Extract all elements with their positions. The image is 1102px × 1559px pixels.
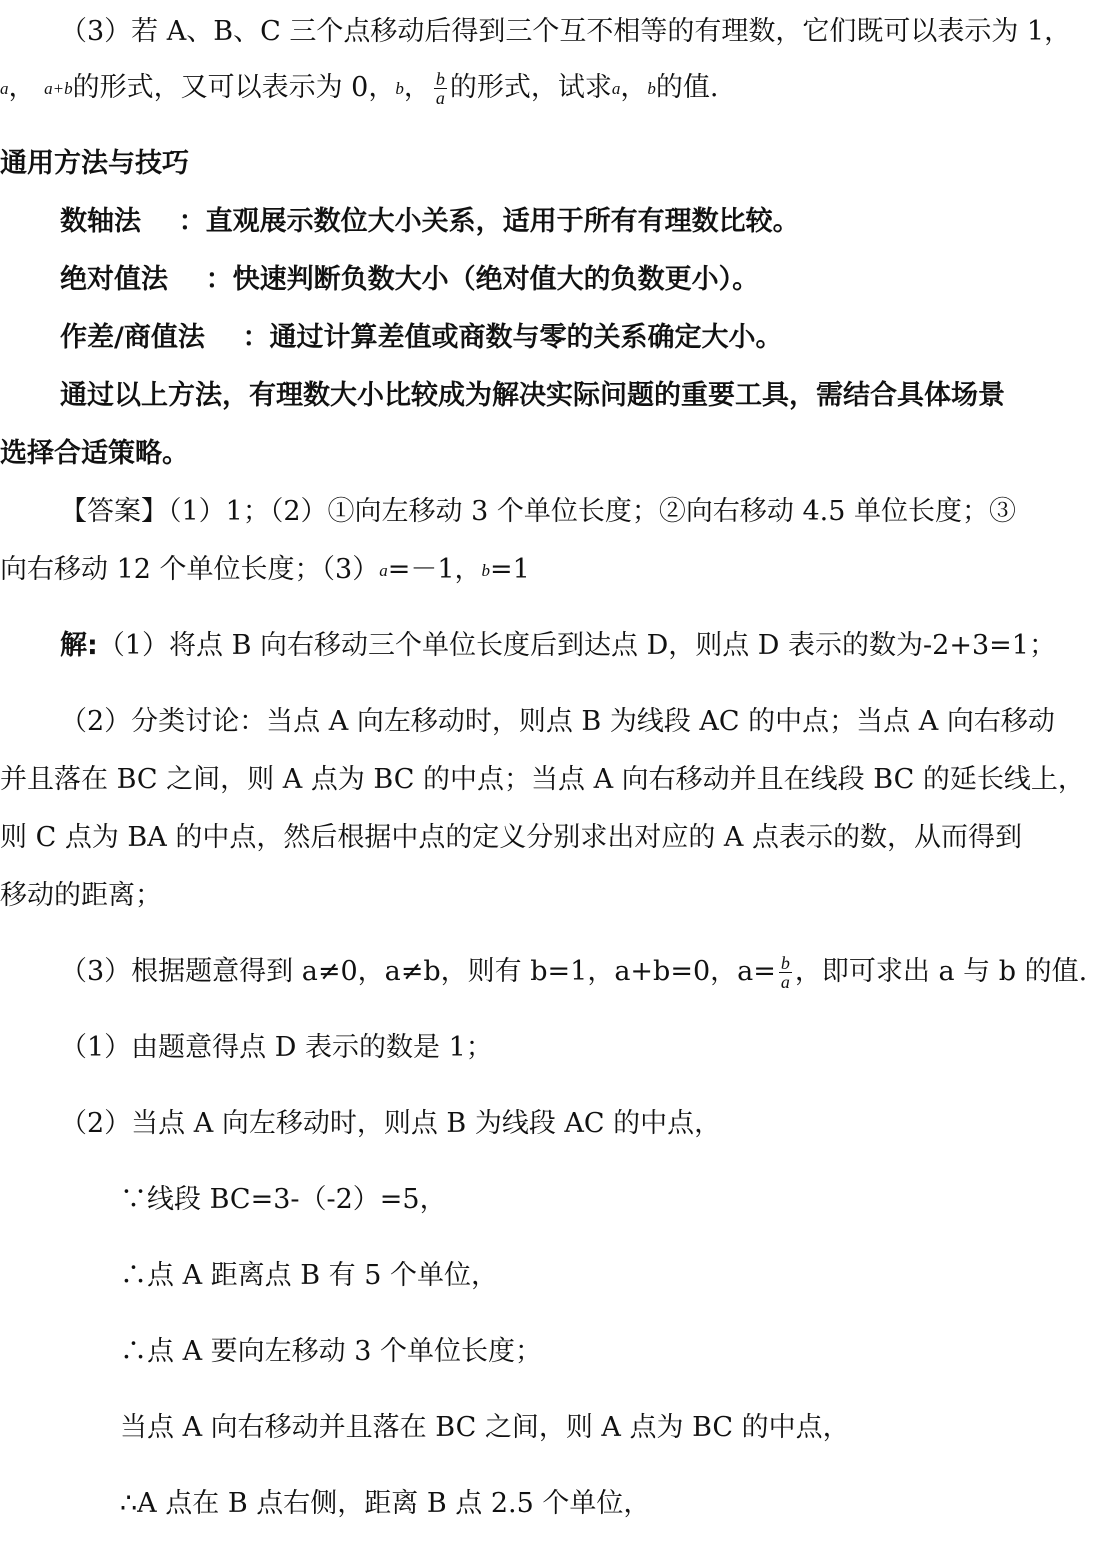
answer-line-2	[0, 550, 530, 591]
text-mid-1: 的形式，又可以表示为 0，	[72, 72, 396, 103]
answer-b-value: =1	[490, 554, 530, 585]
method-1	[60, 202, 800, 242]
method-1-desc: ：直观展示数位大小关系，适用于所有有理数比较。	[178, 206, 800, 237]
fraction-denominator: a	[435, 88, 445, 108]
var-a: a	[611, 79, 621, 98]
problem-3-line-2	[0, 68, 718, 109]
detail-line-7: ∴A 点在 B 点右侧，距离 B 点 2.5 个单位，	[120, 1488, 651, 1519]
fraction-b-over-a	[434, 70, 447, 107]
fraction-numerator: b	[435, 69, 445, 89]
detail-line-1: （1）由题意得点 D 表示的数是 1；	[60, 1032, 493, 1063]
separator: ，	[403, 72, 431, 103]
detail-line-3: ∵线段 BC=3-（-2）=5，	[120, 1184, 447, 1215]
text-end: 的值.	[655, 72, 719, 103]
detail-line-5: ∴点 A 要向左移动 3 个单位长度；	[120, 1336, 543, 1367]
fraction-b-over-a	[779, 954, 792, 991]
detail-line-4: ∴点 A 距离点 B 有 5 个单位，	[120, 1260, 499, 1291]
solution-step-1: （1）将点 B 向右移动三个单位长度后到达点 D，则点 D 表示的数为-2+3=1；	[97, 630, 1056, 661]
solution-step-2-line-4: 移动的距离；	[0, 880, 162, 911]
separator: ，	[620, 72, 648, 103]
solution-step-3-end: ，即可求出 a 与 b 的值.	[794, 956, 1088, 987]
solution-label: 解:	[60, 630, 98, 661]
methods-title: 通用方法与技巧	[0, 148, 189, 179]
method-2-desc: ：快速判断负数大小（绝对值大的负数更小）。	[205, 264, 760, 295]
answer-line-2-text: 向右移动 12 个单位长度；（3）	[0, 554, 380, 585]
var-a: a	[0, 79, 9, 98]
answer-a-value: =－1，	[387, 554, 482, 585]
text-mid-2: 的形式，试求	[449, 72, 612, 103]
solution-step-3	[60, 952, 1087, 992]
problem-3-line-1: （3）若 A、B、C 三个点移动后得到三个互不相等的有理数，它们既可以表示为 1，	[60, 16, 1072, 47]
methods-summary-line-2: 选择合适策略。	[0, 438, 189, 469]
method-3	[60, 318, 782, 358]
answer-line-1: 【答案】（1）1；（2）①向左移动 3 个单位长度；②向右移动 4.5 单位长度；③	[60, 496, 1016, 527]
separator: ，	[8, 72, 36, 103]
fraction-numerator: b	[780, 953, 790, 973]
detail-line-6: 当点 A 向右移动并且落在 BC 之间，则 A 点为 BC 的中点，	[120, 1412, 850, 1443]
detail-line-2: （2）当点 A 向左移动时，则点 B 为线段 AC 的中点，	[60, 1108, 722, 1139]
var-b: b	[395, 79, 404, 98]
fraction-denominator: a	[780, 972, 790, 992]
method-3-desc: ：通过计算差值或商数与零的关系确定大小。	[242, 322, 783, 353]
solution-step-2-line-3: 则 C 点为 BA 的中点，然后根据中点的定义分别求出对应的 A 点表示的数，从而得到	[0, 822, 1022, 853]
var-b: b	[647, 79, 656, 98]
method-2-name: 绝对值法	[60, 264, 168, 295]
method-3-name: 作差/商值法	[60, 322, 205, 353]
var-a-plus-b: a+b	[44, 79, 73, 98]
methods-summary-line-1: 通过以上方法，有理数大小比较成为解决实际问题的重要工具，需结合具体场景	[60, 380, 1005, 411]
method-2	[60, 260, 759, 300]
solution-step-2-line-1: （2）分类讨论：当点 A 向左移动时，则点 B 为线段 AC 的中点；当点 A 向右移动	[60, 706, 1055, 737]
solution-step-3-text: （3）根据题意得到 a≠0，a≠b，则有 b=1，a+b=0，a=	[60, 956, 776, 987]
solution-step-2-line-2: 并且落在 BC 之间，则 A 点为 BC 的中点；当点 A 向右移动并且在线段 BC 的延长线上，	[0, 764, 1085, 795]
var-a: a	[379, 561, 388, 580]
method-1-name: 数轴法	[60, 206, 141, 237]
solution-line-1	[60, 626, 1056, 666]
var-b: b	[481, 561, 491, 580]
